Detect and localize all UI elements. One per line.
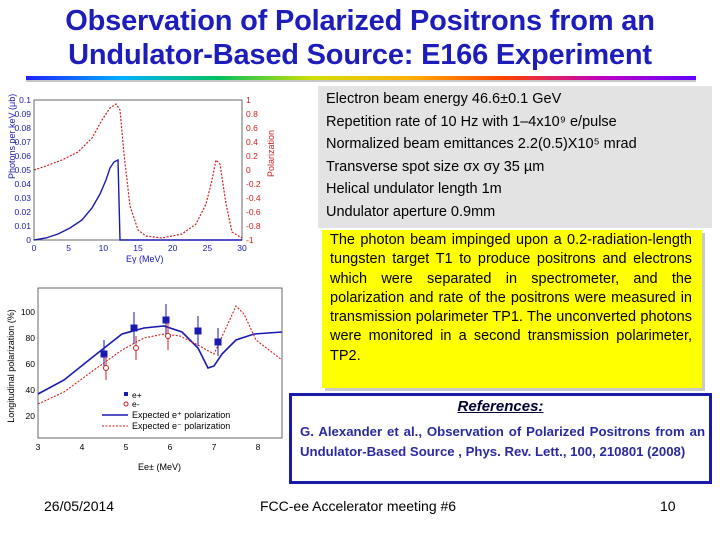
param-line: Undulator aperture 0.9mm [326, 203, 496, 220]
title-line-1: Observation of Polarized Positrons from an [65, 5, 655, 37]
bottom-x-tick-label: 4 [79, 442, 85, 452]
description-box [322, 230, 702, 388]
top-right-tick-label: -0.8 [246, 221, 261, 231]
top-left-tick-label: 0.1 [19, 95, 31, 105]
top-left-tick-label: 0.04 [14, 179, 31, 189]
title-rule-shadow [26, 80, 696, 82]
references-box [289, 393, 712, 484]
top-left-tick-label: 0 [26, 235, 31, 245]
beam-parameters-box [318, 86, 712, 228]
param-line: Helical undulator length 1m [326, 181, 502, 198]
bottom-y-tick-label: 80 [25, 333, 35, 343]
bottom-xlabel: Ee± (MeV) [138, 462, 181, 472]
legend-electron: e- [132, 399, 140, 409]
positron-polarization-svg [4, 284, 288, 484]
positron-polarization-plot [4, 284, 288, 484]
photon-spectrum-plot [6, 94, 302, 266]
description-text: The photon beam impinged upon a 0.2-radiation-length tungsten target T1 to produce positrons and electrons which were separated in spectrometer, and the polarization and rate of the positrons were measured in transmission polarimeter TP1. The unconverted photons were monitored in a second transmission polarimeter, TP2. [330, 232, 692, 364]
top-x-tick-label: 20 [167, 243, 178, 253]
footer-page-number: 10 [660, 498, 676, 514]
x-axis-ticks [32, 243, 247, 253]
top-left-tick-label: 0.06 [14, 151, 31, 161]
top-right-tick-label: -0.2 [246, 179, 261, 189]
bottom-x-tick-label: 8 [255, 442, 261, 452]
top-x-tick-label: 25 [202, 243, 213, 253]
bottom-x-tick-label: 7 [211, 442, 217, 452]
top-left-tick-label: 0.09 [14, 109, 31, 119]
top-xlabel: Eγ (MeV) [126, 254, 164, 264]
top-x-tick-label: 0 [31, 243, 37, 253]
legend-expected-positron: Expected e⁺ polarization [132, 410, 231, 420]
top-x-tick-label: 10 [98, 243, 109, 253]
x-axis-ticks-bottom [36, 442, 261, 452]
top-left-tick-label: 0.08 [14, 123, 31, 133]
top-x-tick-label: 30 [237, 243, 247, 253]
bottom-y-tick-label: 100 [20, 307, 35, 317]
right-axis-ticks [246, 95, 261, 245]
bottom-x-tick-label: 5 [123, 442, 129, 452]
slide-title [0, 4, 720, 72]
top-right-tick-label: 0.2 [246, 151, 258, 161]
top-right-tick-label: -0.4 [246, 193, 261, 203]
photon-spectrum-svg [6, 94, 302, 266]
top-x-tick-label: 5 [66, 243, 72, 253]
top-right-tick-label: -1 [246, 235, 254, 245]
top-right-tick-label: 0.4 [246, 137, 258, 147]
top-right-tick-label: 0.6 [246, 123, 258, 133]
param-line: Electron beam energy 46.6±0.1 GeV [326, 91, 562, 107]
top-right-tick-label: 0 [246, 165, 251, 175]
bottom-y-tick-label: 40 [25, 385, 35, 395]
top-right-tick-label: 0.8 [246, 109, 258, 119]
param-line: Repetition rate of 10 Hz with 1–4x10⁹ e/pulse [326, 113, 617, 130]
top-right-tick-label: 1 [246, 95, 251, 105]
top-left-tick-label: 0.01 [14, 221, 31, 231]
bottom-y-tick-label: 60 [25, 359, 35, 369]
legend-positron: e+ [132, 390, 142, 400]
bottom-ylabel: Longitudinal polarization (%) [6, 309, 16, 423]
bottom-x-tick-label: 6 [167, 442, 173, 452]
title-line-2: Undulator-Based Source: E166 Experiment [68, 39, 652, 71]
param-line: Transverse spot size σx σy 35 µm [326, 158, 545, 175]
references-heading: References: [457, 398, 544, 415]
top-ylabel-left: Photons per keV (μb) [7, 94, 17, 179]
bottom-y-tick-label: 20 [25, 411, 35, 421]
y-axis-ticks [21, 307, 35, 421]
footer-event: FCC-ee Accelerator meeting #6 [260, 498, 457, 514]
references-text: G. Alexander et al., Observation of Polarized Positrons from an Undulator-Based Source , Phys. Rev. Lett., 100, 210801 (2008) [300, 424, 705, 460]
top-x-tick-label: 15 [133, 243, 143, 253]
top-right-tick-label: -0.6 [246, 207, 261, 217]
top-left-tick-label: 0.02 [14, 207, 31, 217]
bottom-x-tick-label: 3 [35, 442, 41, 452]
param-line: Normalized beam emittances 2.2(0.5)X10⁵ mrad [326, 136, 637, 153]
footer-date: 26/05/2014 [44, 498, 115, 514]
legend-expected-electron: Expected e⁻ polarization [132, 421, 231, 431]
top-left-tick-label: 0.07 [14, 137, 31, 147]
plot-frame [34, 100, 242, 240]
top-ylabel-right: Polarization [266, 129, 276, 177]
top-left-tick-label: 0.03 [14, 193, 31, 203]
top-left-tick-label: 0.05 [14, 165, 31, 175]
